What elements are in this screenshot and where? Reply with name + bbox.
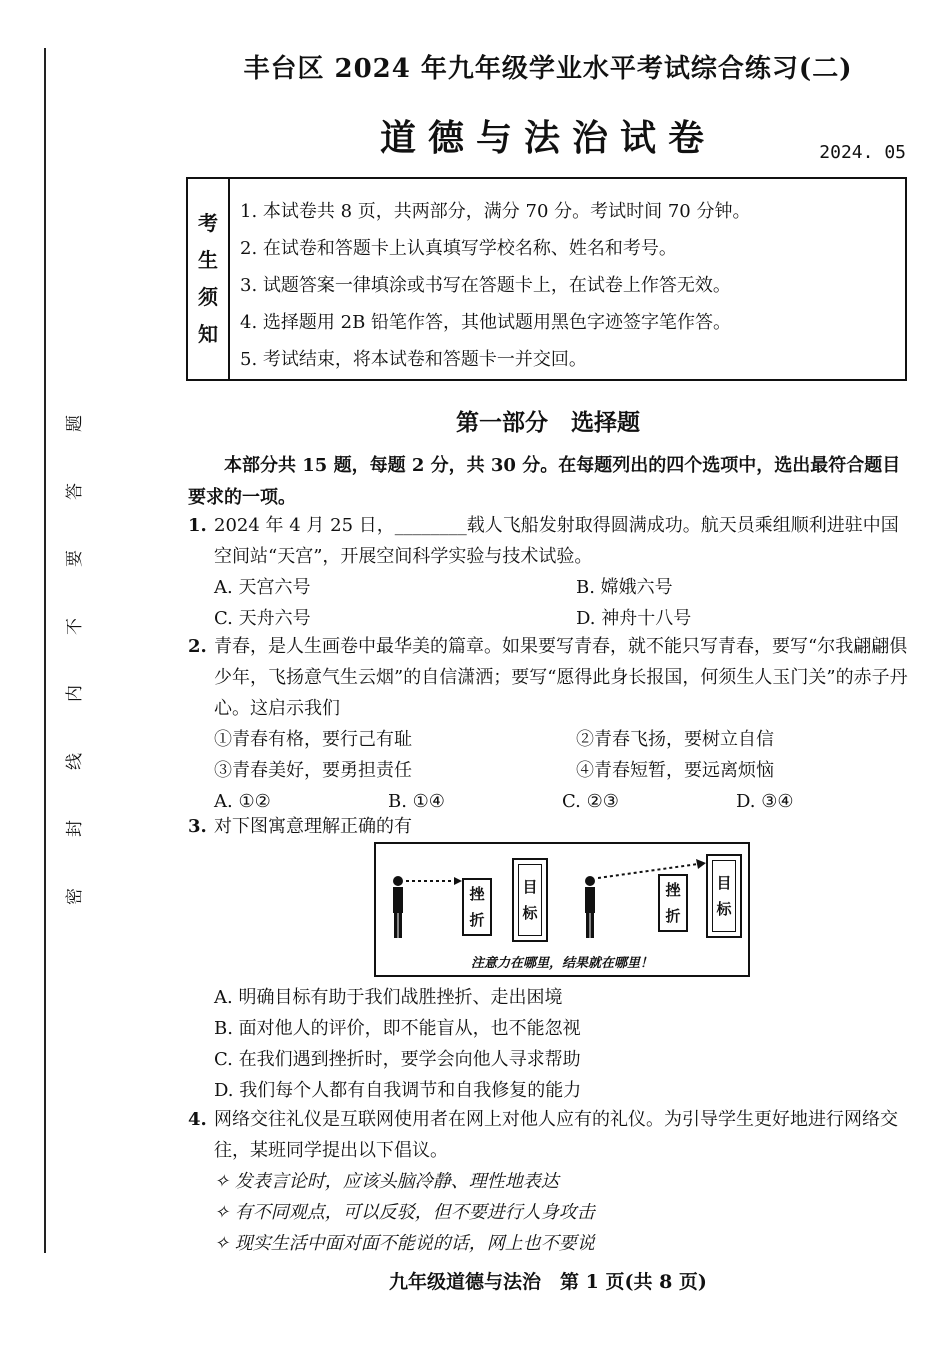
option-c: C. 天舟六号	[214, 608, 311, 629]
box-char: 折	[665, 907, 681, 925]
proposal-item: ✧ 有不同观点，可以反驳，但不要进行人身攻击	[214, 1202, 595, 1223]
arrow-to-frustration	[406, 876, 462, 886]
question-options	[188, 572, 910, 634]
proposal-item: ✧ 发表言论时，应该头脑冷静、理性地表达	[214, 1171, 559, 1192]
option-d: D. ③④	[736, 791, 794, 812]
goal-box-inner-border	[712, 860, 736, 932]
proposal-list	[188, 1166, 910, 1259]
notice-list	[230, 179, 750, 379]
notice-label-char: 须	[198, 285, 218, 309]
exam-date: 2024. 05	[819, 142, 906, 163]
frustration-box	[462, 878, 492, 936]
section-intro: 本部分共 15 题，每题 2 分，共 30 分。在每题列出的四个选项中，选出最符合题目要求的一项。	[188, 455, 901, 508]
figure-caption: 注意力在哪里，结果就在哪里！	[470, 956, 653, 971]
option-d: D. 神舟十八号	[576, 608, 692, 629]
subject-title: 道德与法治试卷	[379, 117, 716, 159]
notice-item: 5. 考试结束，将本试卷和答题卡一并交回。	[240, 349, 587, 370]
seal-char: 封	[64, 820, 85, 838]
exam-title: 丰台区 2024 年九年级学业水平考试综合练习(二)	[243, 54, 853, 84]
question-stem: 网络交往礼仪是互联网使用者在网上对他人应有的礼仪。为引导学生更好地进行网络交往，某班同学提出以下倡议。	[214, 1109, 898, 1161]
question-4	[188, 1104, 910, 1259]
goal-vs-frustration-figure	[374, 842, 750, 977]
section-title: 第一部分 选择题	[456, 409, 640, 436]
statement-2: ②青春飞扬，要树立自信	[576, 729, 774, 750]
person-figure-right	[578, 874, 602, 940]
question-3-options	[188, 982, 910, 1106]
option-d: D. 我们每个人都有自我调节和自我修复的能力	[214, 1080, 582, 1101]
question-number: 2.	[188, 636, 207, 657]
goal-box	[706, 854, 742, 938]
proposal-item: ✧ 现实生活中面对面不能说的话，网上也不要说	[214, 1233, 595, 1254]
seal-char: 线	[64, 752, 85, 770]
box-char: 挫	[665, 881, 681, 899]
box-char: 目	[716, 874, 732, 892]
goal-box-inner-border	[518, 864, 542, 936]
seal-line-warning	[62, 415, 88, 905]
question-number: 1.	[188, 515, 207, 536]
seal-char: 要	[64, 550, 85, 568]
candidate-notice-box	[186, 177, 907, 381]
question-stem: 对下图寓意理解正确的有	[214, 816, 412, 837]
question-number: 4.	[188, 1109, 207, 1130]
notice-item: 4. 选择题用 2B 铅笔作答，其他试题用黑色字迹签字笔作答。	[240, 312, 732, 333]
notice-item: 1. 本试卷共 8 页，共两部分，满分 70 分。考试时间 70 分钟。	[240, 201, 751, 222]
option-a: A. 明确目标有助于我们战胜挫折、走出困境	[214, 987, 563, 1008]
question-options	[188, 982, 910, 1106]
statement-4: ④青春短暂，要远离烦恼	[576, 760, 774, 781]
page-footer: 九年级道德与法治 第 1 页(共 8 页)	[389, 1271, 707, 1293]
seal-char: 内	[64, 685, 85, 703]
box-char: 挫	[469, 885, 485, 903]
notice-item: 2. 在试卷和答题卡上认真填写学校名称、姓名和考号。	[240, 238, 677, 259]
notice-label-char: 考	[198, 211, 218, 235]
box-char: 目	[522, 878, 538, 896]
notice-item: 3. 试题答案一律填涂或书写在答题卡上，在试卷上作答无效。	[240, 275, 731, 296]
question-statements	[188, 724, 910, 786]
notice-label	[188, 179, 230, 379]
question-3	[188, 811, 910, 842]
question-1	[188, 510, 910, 634]
seal-char: 不	[64, 617, 85, 635]
question-number: 3.	[188, 816, 207, 837]
seal-char: 答	[64, 482, 85, 500]
question-stem: 青春，是人生画卷中最华美的篇章。如果要写青春，就不能只写青春，要写“尔我翩翩俱少年，飞扬意气生云烟”的自信潇洒；要写“愿得此身长报国，何须生人玉门关”的赤子丹心。这启示我们	[214, 636, 908, 719]
arrow-to-goal	[598, 858, 708, 880]
option-c: C. ②③	[562, 791, 619, 812]
seal-char: 题	[64, 415, 85, 432]
option-a: A. 天宫六号	[214, 577, 311, 598]
option-b: B. 面对他人的评价，即不能盲从，也不能忽视	[214, 1018, 581, 1039]
option-a: A. ①②	[214, 791, 271, 812]
option-c: C. 在我们遇到挫折时，要学会向他人寻求帮助	[214, 1049, 581, 1070]
notice-label-char: 生	[198, 248, 218, 272]
frustration-box	[658, 874, 688, 932]
option-b: B. ①④	[388, 791, 445, 812]
box-char: 标	[522, 904, 538, 922]
box-char: 标	[716, 900, 732, 918]
binding-margin-line	[44, 48, 46, 1253]
box-char: 折	[469, 911, 485, 929]
seal-char: 密	[64, 887, 85, 905]
statement-3: ③青春美好，要勇担责任	[214, 760, 412, 781]
goal-box	[512, 858, 548, 942]
statement-1: ①青春有格，要行己有耻	[214, 729, 412, 750]
question-stem: 2024 年 4 月 25 日，________载人飞船发射取得圆满成功。航天员乘组顺利进驻中国空间站“天宫”，开展空间科学实验与技术试验。	[214, 515, 899, 567]
option-b: B. 嫦娥六号	[576, 577, 673, 598]
notice-label-char: 知	[198, 322, 218, 346]
question-2	[188, 631, 910, 817]
